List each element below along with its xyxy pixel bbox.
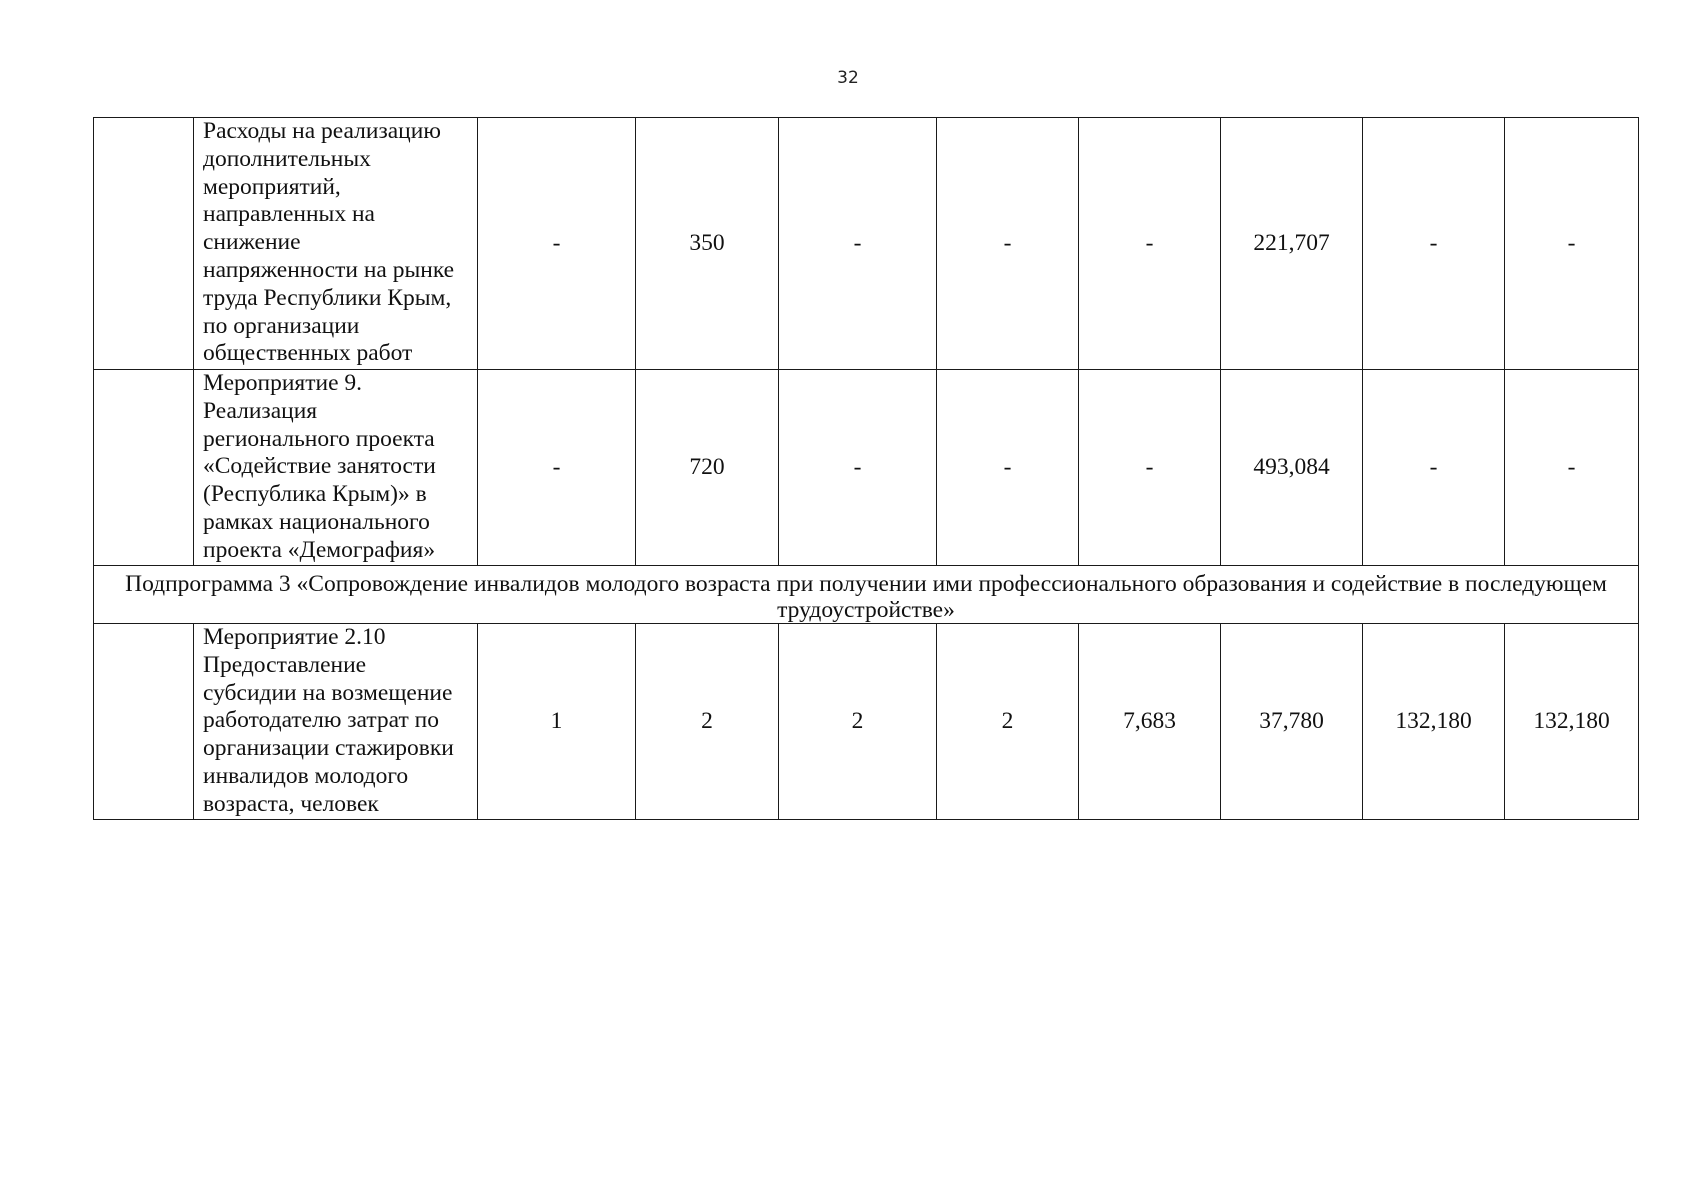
value-cell: 1 (478, 624, 636, 820)
value-cell: - (1505, 118, 1639, 370)
table-row (94, 118, 1639, 370)
value-cell: 132,180 (1363, 624, 1505, 820)
value-cell: - (478, 118, 636, 370)
value-cell: - (937, 370, 1079, 566)
value-cell: 221,707 (1221, 118, 1363, 370)
subprogram-title: Подпрограмма 3 «Сопровождение инвалидов молодого возраста при получении ими профессионального образования и содействие в последующем трудоустройстве» (94, 566, 1639, 624)
value-cell: 720 (636, 370, 779, 566)
value-cell: - (779, 370, 937, 566)
row-index-cell (94, 370, 194, 566)
measure-label: Мероприятие 2.10 Предоставление субсидии на возмещение работодателю затрат по организации стажировки инвалидов молодого возраста, человек (194, 624, 478, 820)
table-row (94, 624, 1639, 820)
subprogram-row (94, 566, 1639, 624)
value-cell: 2 (937, 624, 1079, 820)
value-cell: - (1363, 370, 1505, 566)
value-cell: - (1363, 118, 1505, 370)
value-cell: - (478, 370, 636, 566)
program-indicators-table (93, 117, 1639, 820)
measure-label: Расходы на реализацию дополнительных мероприятий, направленных на снижение напряженности на рынке труда Республики Крым, по организации общественных работ (194, 118, 478, 370)
row-index-cell (94, 624, 194, 820)
value-cell: 37,780 (1221, 624, 1363, 820)
value-cell: - (1079, 118, 1221, 370)
value-cell: 2 (636, 624, 779, 820)
value-cell: 350 (636, 118, 779, 370)
page-number: 32 (837, 68, 859, 88)
value-cell: - (1505, 370, 1639, 566)
value-cell: 7,683 (1079, 624, 1221, 820)
value-cell: - (779, 118, 937, 370)
value-cell: - (937, 118, 1079, 370)
row-index-cell (94, 118, 194, 370)
value-cell: 493,084 (1221, 370, 1363, 566)
value-cell: 2 (779, 624, 937, 820)
value-cell: 132,180 (1505, 624, 1639, 820)
value-cell: - (1079, 370, 1221, 566)
measure-label: Мероприятие 9. Реализация регионального проекта «Содействие занятости (Республика Крым)» в рамках национального проекта «Демография» (194, 370, 478, 566)
table-row (94, 370, 1639, 566)
